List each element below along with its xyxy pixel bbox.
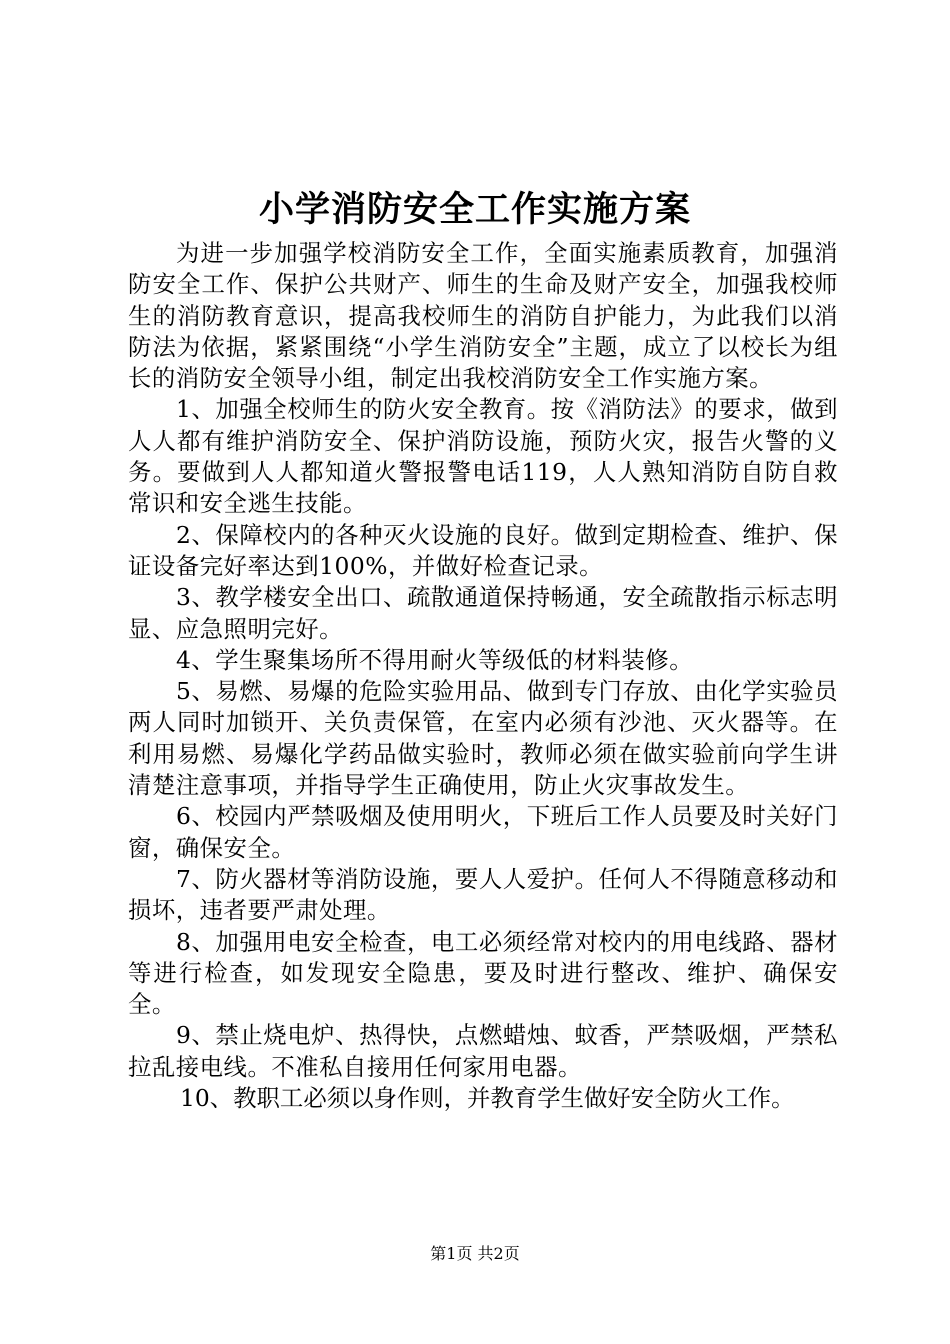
paragraph-item-8: 8、加强用电安全检查，电工必须经常对校内的用电线路、器材等进行检查，如发现安全隐患，要及时进行整改、维护、确保安全。: [128, 927, 838, 1019]
paragraph-item-6: 6、校园内严禁吸烟及使用明火，下班后工作人员要及时关好门窗，确保安全。: [128, 802, 838, 862]
paragraph-item-9: 9、禁止烧电炉、热得快，点燃蜡烛、蚊香，严禁吸烟，严禁私拉乱接电线。不准私自接用任何家用电器。: [128, 1021, 838, 1081]
document-body: [128, 238, 838, 1114]
paragraph-item-3: 3、教学楼安全出口、疏散通道保持畅通，安全疏散指示标志明显、应急照明完好。: [128, 583, 838, 643]
paragraph-item-4: 4、学生聚集场所不得用耐火等级低的材料装修。: [176, 645, 694, 674]
paragraph-item-10: 10、教职工必须以身作则，并教育学生做好安全防火工作。: [180, 1084, 795, 1113]
paragraph-item-7: 7、防火器材等消防设施，要人人爱护。任何人不得随意移动和损坏，违者要严肃处理。: [128, 864, 838, 925]
paragraph-intro: 为进一步加强学校消防安全工作，全面实施素质教育，加强消防安全工作、保护公共财产、师生的生命及财产安全，加强我校师生的消防教育意识，提高我校师生的消防自护能力，为此我们以消防法为依据，紧紧围绕“小学生消防安全”主题，成立了以校长为组长的消防安全领导小组，制定出我校消防安全工作实施方案。: [128, 239, 838, 393]
page-number-footer: 第1页 共2页: [430, 1244, 520, 1263]
paragraph-item-5: 5、易燃、易爆的危险实验用品、做到专门存放、由化学实验员两人同时加锁开、关负责保管，在室内必须有沙池、灭火器等。在利用易燃、易爆化学药品做实验时，教师必须在做实验前向学生讲清楚注意事项，并指导学生正确使用，防止火灾事故发生。: [128, 677, 838, 800]
paragraph-item-2: 2、保障校内的各种灭火设施的良好。做到定期检查、维护、保证设备完好率达到100%，并做好检查记录。: [128, 520, 838, 580]
paragraph-item-1: 1、加强全校师生的防火安全教育。按《消防法》的要求，做到人人都有维护消防安全、保护消防设施，预防火灾，报告火警的义务。要做到人人都知道火警报警电话119，人人熟知消防自防自救常识和安全逃生技能。: [128, 395, 838, 518]
page-title: 小学消防安全工作实施方案: [258, 189, 691, 230]
